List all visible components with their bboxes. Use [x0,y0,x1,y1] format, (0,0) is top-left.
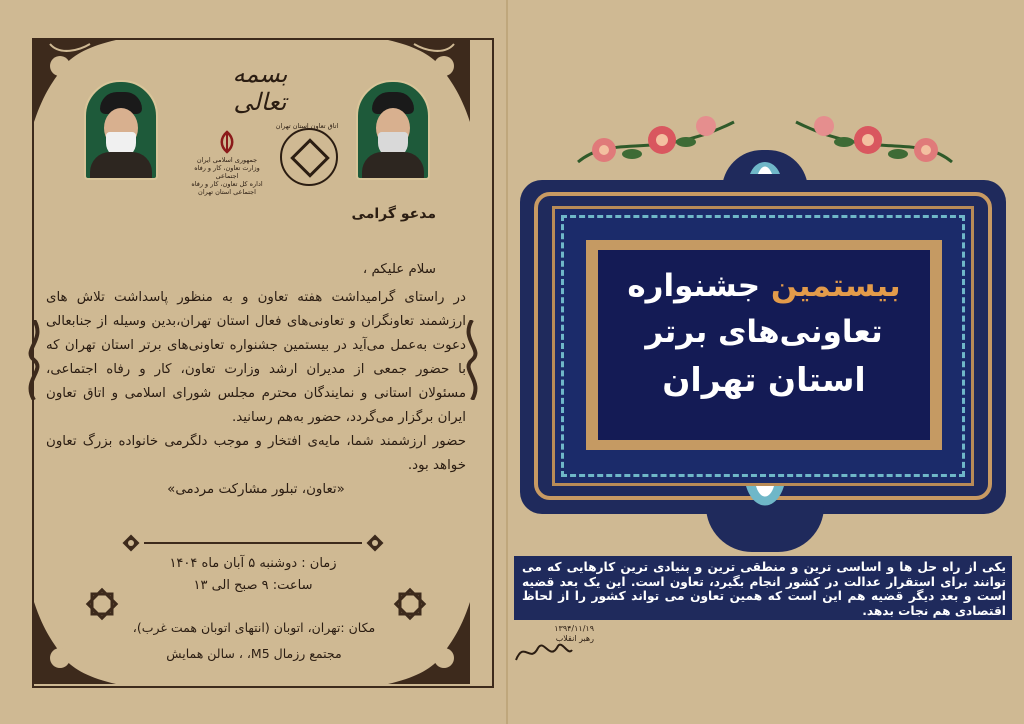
event-date: زمان : دوشنبه ۵ آبان ماه ۱۴۰۴ [169,556,337,571]
invitation-body [46,286,466,502]
side-ornament-icon [22,320,46,400]
flower-ornament-icon [574,102,738,172]
ministry-logo [184,130,270,196]
event-place-line1: مکان :تهران، اتوبان (انتهای اتوبان همت غرب)، [132,620,376,635]
arabesque-icon [748,156,782,176]
invitation-paragraph-2: حضور ارزشمند شما، مایه‌ی افتخار و موجب دلگرمی خانواده بزرگ تعاون خواهد بود. [46,434,466,473]
geometric-star-icon [392,586,428,622]
bismillah-calligraphy: بسمه تعالی [232,60,288,116]
invitation-paragraph: در راستای گرامیداشت هفته تعاون و به منظور پاسداشت تلاش های ارزشمند تعاونگران و تعاونی‌های فعال استان تهران،بدین وسیله از جنابعالی دعوت به‌عمل می‌آید در بیستمین جشنواره تعاونی‌های برتر استان تهران که با حضور جمعی از مدیران ارشد وزارت تعاون، کار و رفاه اجتماعی، مسئولان استانی و نمایندگان محترم مجلس شورای اسلامی و اتاق تعاون ایران برگزار می‌گردد، حضور به‌هم رسانید. [46,290,466,425]
banner-title-line2: تعاونی‌های برتر [645,314,883,350]
geometric-star-icon [84,586,120,622]
greeting-title: مدعو گرامی [351,206,436,222]
knot-ornament-icon [364,532,386,554]
ministry-logo-text: جمهوری اسلامی ایران وزارت تعاون، کار و رفاه اجتماعی اداره کل تعاون، کار و رفاه اجتماعی استان تهران [191,156,263,196]
portrait-right-image [356,80,430,180]
knot-ornament-icon [120,532,142,554]
ornament-divider [144,542,362,544]
flower-ornament-icon [792,102,956,172]
cooperative-chamber-logo-text: اتاق تعاون استان تهران [275,122,339,130]
event-time: ساعت: ۹ صبح الی ۱۳ [193,578,313,593]
banner-title-accent: بیستمین [770,268,901,304]
iran-emblem-icon [212,130,242,154]
banner-title-rest: جشنواره [627,268,771,304]
banner-title-line3: استان تهران [662,360,866,399]
slogan: «تعاون، تبلور مشارکت مردمی» [167,482,345,497]
salutation: سلام علیکم ، [362,262,436,277]
portrait-left-image [84,80,158,180]
quote-date: ۱۳۹۴/۱۱/۱۹ [554,624,594,633]
banner-title-line1 [598,268,930,304]
signature-icon [514,636,574,666]
quote-author: رهبر انقلاب [555,634,594,643]
arabesque-icon [744,484,786,514]
event-place-line2: مجتمع رزمال M5، ، سالن همایش [166,646,342,661]
cooperative-chamber-logo-icon [280,128,338,186]
leader-quote: یکی از راه حل ها و اساسی ترین و منطقی ترین و بنیادی ترین کارهایی که می توانند برای استقرار عدالت در کشور انجام بگیرد، تعاون است. این یک بعد قضیه است و بعد دیگر قضیه هم این است که همین تعاون می تواند کشور را از لحاظ اقتصادی هم نجات بدهد. [522,560,1006,618]
invitation-panel [0,0,506,724]
